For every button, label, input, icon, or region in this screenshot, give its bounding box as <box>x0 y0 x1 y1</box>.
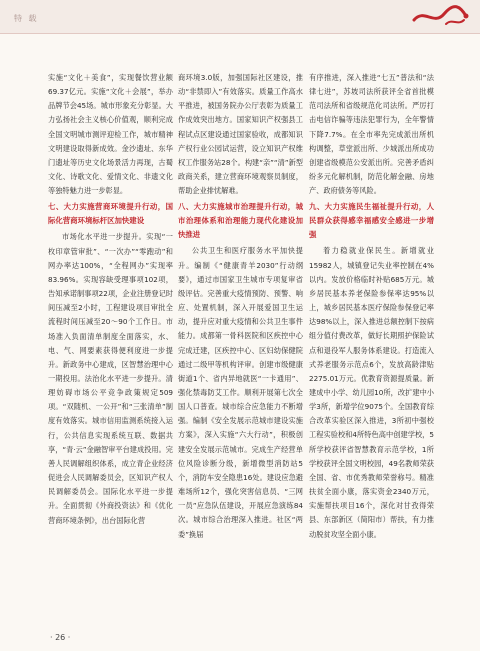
section-heading: 七、大力实施营商环境提升行动，国际化营商环境标杆区加快建设 <box>48 202 173 226</box>
text-column-2 <box>178 71 303 542</box>
page-number: · 26 · <box>50 633 71 642</box>
section-heading: 九、大力实施民生福祉提升行动，人民群众获得感幸福感安全感进一步增强 <box>309 202 434 240</box>
section-label: 特 载 <box>14 14 39 23</box>
paragraph: 公共卫生和医疗服务水平加快提升。编制《“健康青羊2030”行动纲要》，通过市国家卫生城市专项复审省级评估。完善重大疫情预防、预警、响应、处置机制，深入开展爱国卫生运动，提升应对重大疫情和公共卫生事件能力。成都第一骨科医院和区疾控中心完成迁建，区疾控中心、区妇幼保健院通过二级甲等机构评审。创建市级健康街道1个、省内异地就医“一卡通用”、强化禁毒防艾工作。顺利开展第七次全国人口普查。城市综合应急能力不断增强。编制《安全发展示范城市建设实施方案》，深入实施“六大行动”，积极创建安全发展示范城市。完成生产经营单位风险诊断分级，新增微型消防站5个，消防车安全隐患16处。建设应急避难场所12个，强化突害信息员、“三网一员”应急队伍建设，开展应急演练84次。城市综合治理深入推进。社区“两委”换届 <box>178 246 303 539</box>
header-divider <box>0 33 480 34</box>
paragraph: 有序推进，深入推进“七五”普法和“法律七进”，苏坡司法所获评全省首批模范司法所和省级规范化司法所。严厉打击电信诈骗等违法犯罪行为，全年警情下降7.7%。在全市率先完成派出所机构调整，草堂派出所、少城派出所成功创建省级模范公安派出所。完善矛盾纠纷多元化解机制，防范化解金融、房地产、政府债务等风险。 <box>309 73 434 196</box>
text-column-1 <box>48 71 173 528</box>
paragraph: 实施“文化＋美食”，实现餐饮营业额69.37亿元。实施“文化＋会展”，举办品牌节会45场。城市形象充分彰显。大力弘扬社会主义核心价值观，顺利完成全国文明城市测评迎检工作，城市精神文明建设取得新成效。金沙遗址、东华门遗址等历史文化场景活力再现，古蜀文化、诗歌文化、爱情文化、非遗文化等独特魅力进一步彰显。 <box>48 73 173 196</box>
header-band <box>0 0 480 33</box>
section-heading: 八、大力实施城市治理提升行动，城市治理体系和治理能力现代化建设加快推进 <box>178 202 303 240</box>
ribbon-ornament-icon <box>410 4 470 30</box>
paragraph: 市场化水平进一步提升。实现“一枚印章管审批”、“一次办”“零跑动”和网办率达100%，“全程网办”实现率83.96%。实现容缺受理事项102项，告知承诺制事项22项，企业注册登记时间压减至2小时，工程建设项目审批全流程时间压减至20～90个工作日。市场准入负面清单制度全面落实，水、电、气、网要素获得便利度进一步提升。新政务中心建成，区智慧治理中心一期投用。法治化水平进一步提升。清理妨碍市场公平竞争政策规定509项。“双随机、一公开”和“三张清单”制度有效落实。城市信用监测系统接入运行，公共信息实现系统互联、数据共享，“青·云”金融智审平台建成投用。完善人民调解组织体系，成立青企业经济促进会人民调解委员会，区知识产权人民调解委员会。国际化水平进一步提升。全面贯彻《外商投资法》和《优化营商环境条例》，出台国际化营 <box>48 232 173 525</box>
text-column-3 <box>309 71 434 542</box>
paragraph: 商环境3.0版，加强国际社区建设，推动“非禁即入”有效落实。质量工作高水平推进，被国务院办公厅表彰为质量工作成效突出地方。国家知识产权强县工程试点区建设通过国家验收，成都知识产权行业公园试运营，设立知识产权维权工作服务站28个。构建“亲”“清”新型政商关系，建立营商环境观察员制度，帮助企业排忧解难。 <box>178 73 303 196</box>
paragraph: 着力稳就业保民生。新增就业15982人，城镇登记失业率控制在4%以内。发放价格临时补贴685万元。城乡居民基本养老保险参保率达95%以上，城乡居民基本医疗保险参保登记率达98%以上，深入推进总额控制下按病组分值付费改革，做好长期照护保险试点和退役军人服务体系建设。打造流入式养老服务示范点6个，发放高龄津贴2275.01万元。优教育资源提质量。新建成中小学、幼儿园10所，改扩建中小学3所，新增学位9075个。全国教育综合改革实验区深入推进，3所初中强校工程实验校和4所特色高中创建学校，5所学校获评省智慧教育示范学校，1所学校获评全国文明校园，49名教师荣获全国、省、市优秀教师荣誉称号。精准扶贫全面小康，落实资金2340万元，实施帮扶项目16个，深化对甘孜得荣县、东部新区（简阳市）帮扶，有力推动脱贫攻坚全面小康。 <box>309 246 434 539</box>
